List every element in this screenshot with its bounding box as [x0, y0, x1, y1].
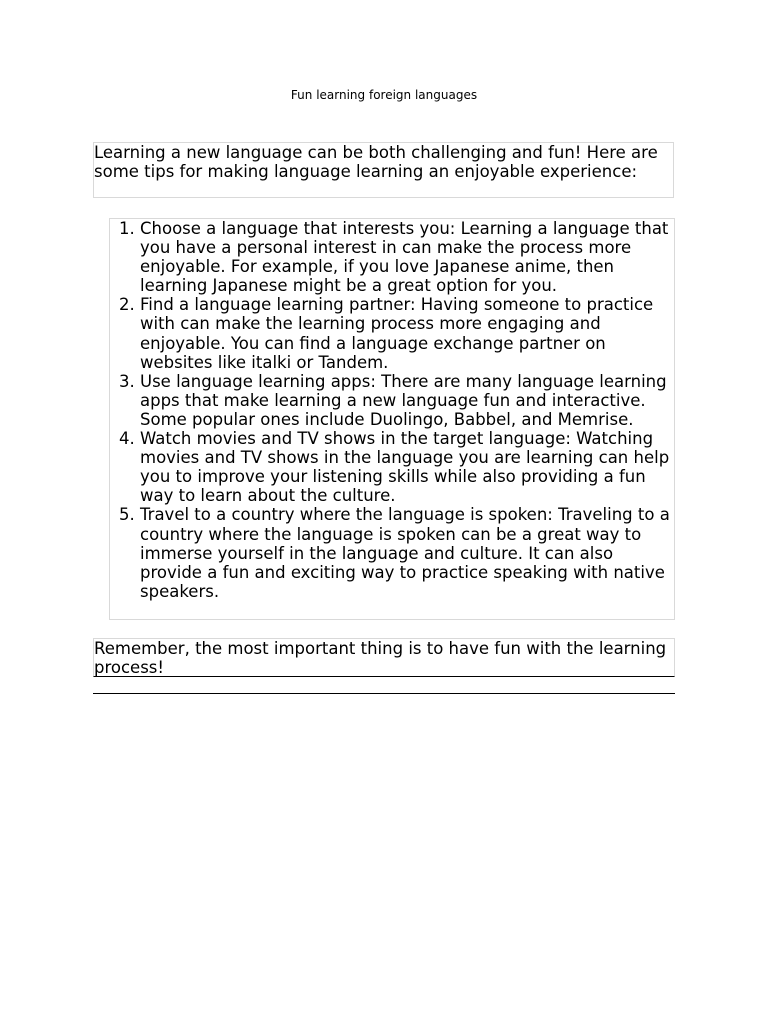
tips-list — [110, 219, 674, 601]
document-title: Fun learning foreign languages — [290, 88, 478, 102]
tip-item-4: 4. Watch movies and TV shows in the target language: Watching movies and TV shows in the language you are learning can help you to improve your listening skills while also providing a fun way to learn about the culture. — [140, 429, 674, 505]
horizontal-divider — [93, 693, 675, 694]
tip-item-2: 2. Find a language learning partner: Having someone to practice with can make the learning process more engaging and enjoyable. You can find a language exchange partner on websites like italki or Tandem. — [140, 295, 674, 371]
intro-paragraph: Learning a new language can be both challenging and fun! Here are some tips for making language learning an enjoyable experience: — [93, 142, 674, 198]
tip-item-3: 3. Use language learning apps: There are many language learning apps that make learning a new language fun and interactive. Some popular ones include Duolingo, Babbel, and Memrise. — [140, 372, 674, 429]
tip-item-5: 5. Travel to a country where the language is spoken: Traveling to a country where the language is spoken can be a great way to immerse yourself in the language and culture. It can also provide a fun and exciting way to practice speaking with native speakers. — [140, 505, 674, 600]
tips-container — [109, 218, 675, 620]
tip-item-1: 1. Choose a language that interests you: Learning a language that you have a personal interest in can make the process more enjoyable. For example, if you love Japanese anime, then learning Japanese might be a great option for you. — [140, 219, 674, 295]
closing-paragraph: Remember, the most important thing is to have fun with the learning process! — [93, 638, 675, 677]
